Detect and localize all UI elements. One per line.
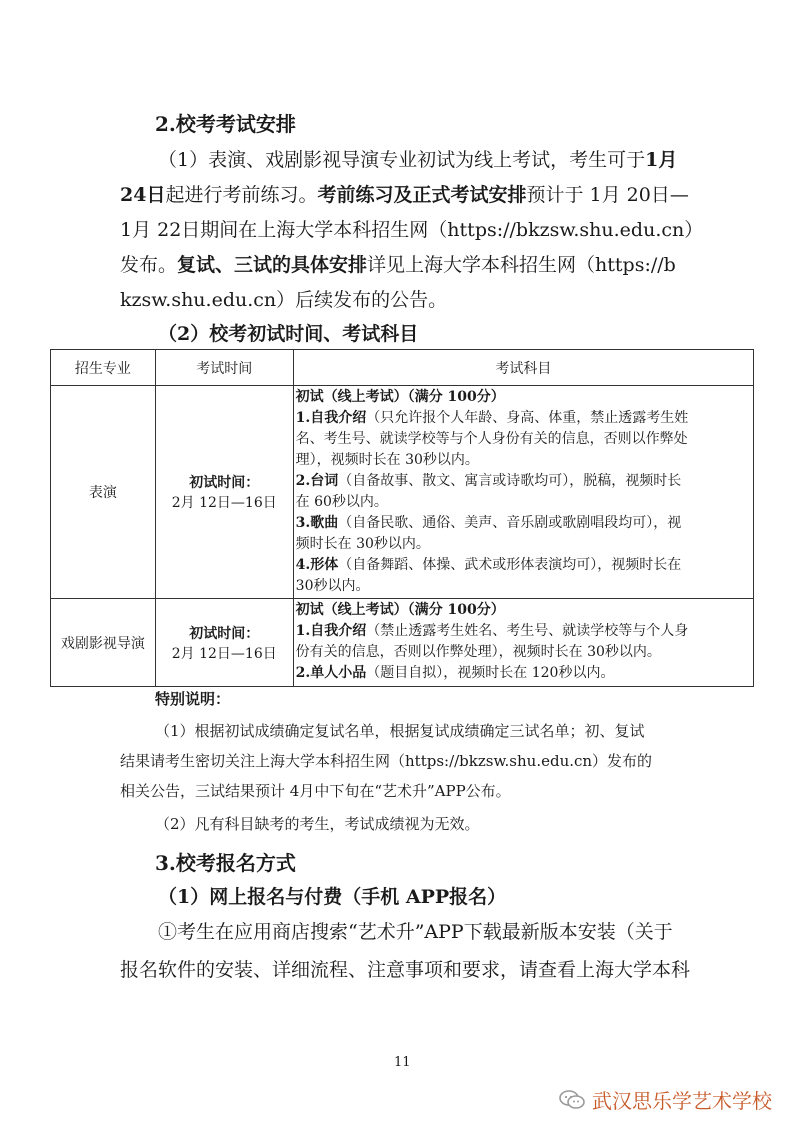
text-run: 预计于 1月 20日— xyxy=(526,184,689,206)
watermark-text: 武汉思乐学艺术学校 xyxy=(592,1089,772,1113)
subject-line: 30秒以内。 xyxy=(295,578,370,594)
sub-heading-3-1: （1）网上报名与付费（手机 APP报名） xyxy=(158,886,507,908)
subject-name: 1.自我介绍 xyxy=(295,410,367,426)
time-value: 2月 12日—16日 xyxy=(171,645,277,662)
note-line: 相关公告，三试结果预计 4月中下旬在“艺术升”APP公布。 xyxy=(120,782,511,800)
note-line: 结果请考生密切关注上海大学本科招生网（https://bkzsw.shu.edu.cn）发布的 xyxy=(120,752,653,770)
subject-item xyxy=(296,471,751,492)
section-heading-2: 2.校考考试安排 xyxy=(155,112,296,136)
subject-desc: （题目自拟），视频时长在 120秒以内。 xyxy=(366,665,615,681)
subject-line: 理），视频时长在 30秒以内。 xyxy=(295,452,479,468)
subject-name: 3.歌曲 xyxy=(295,515,339,531)
major-cell: 表演 xyxy=(51,386,156,599)
subjects-title: 初试（线上考试）（满分 100分） xyxy=(295,389,505,405)
subject-desc: （禁止透露考生姓名、考生号、就读学校等与个人身 xyxy=(366,623,689,639)
paragraph-line-4 xyxy=(120,250,676,277)
subject-item xyxy=(296,663,751,684)
bold-run: 复试、三试的具体安排 xyxy=(177,254,368,276)
note-line: （1）根据初试成绩确定复试名单，根据复试成绩确定三试名单；初、复试 xyxy=(155,722,645,740)
header-major: 招生专业 xyxy=(51,350,156,386)
subject-desc: （只允许报个人年龄、身高、体重，禁止透露考生姓 xyxy=(366,410,689,426)
paragraph-line-3: 1月 22日期间在上海大学本科招生网（https://bkzsw.shu.edu.cn） xyxy=(120,219,704,241)
subjects-title: 初试（线上考试）（满分 100分） xyxy=(295,602,505,618)
subject-name: 2.台词 xyxy=(295,473,339,489)
text-run: 发布。 xyxy=(120,254,178,276)
subject-line: 在 60秒以内。 xyxy=(295,494,388,510)
time-label: 初试时间： xyxy=(189,475,260,491)
subject-desc: （自备故事、散文、寓言或诗歌均可），脱稿，视频时长 xyxy=(338,473,682,489)
subject-line: 频时长在 30秒以内。 xyxy=(295,536,430,552)
text-run: （1）表演、戏剧影视导演专业初试为线上考试，考生可于 xyxy=(158,149,646,171)
subject-line: 名、考生号、就读学校等与个人身份有关的信息，否则以作弊处 xyxy=(295,431,688,447)
page-number: 11 xyxy=(394,1055,411,1070)
paragraph-line-1 xyxy=(158,145,677,172)
major-cell: 戏剧影视导演 xyxy=(51,599,156,687)
subject-item xyxy=(296,408,751,429)
paragraph-line-2 xyxy=(120,180,689,207)
subject-name: 1.自我介绍 xyxy=(295,623,367,639)
bold-run: 1月 xyxy=(645,149,678,171)
time-value: 2月 12日—16日 xyxy=(171,495,277,511)
time-cell xyxy=(155,386,293,599)
table-row xyxy=(51,599,754,687)
subject-name: 2.单人小品 xyxy=(295,665,367,681)
header-subjects: 考试科目 xyxy=(293,350,753,386)
section-heading-3: 3.校考报名方式 xyxy=(155,851,296,875)
subjects-cell xyxy=(293,386,753,599)
subject-desc: （自备民歌、通俗、美声、音乐剧或歌剧唱段均可），视 xyxy=(338,515,682,531)
table-row xyxy=(51,386,754,599)
exam-table xyxy=(50,349,754,687)
subject-line: 份有关的信息，否则以作弊处理），视频时长在 30秒以内。 xyxy=(295,644,661,660)
time-cell xyxy=(155,599,293,687)
subject-desc: （自备舞蹈、体操、武术或形体表演均可），视频时长在 xyxy=(338,557,682,573)
subjects-cell xyxy=(293,599,753,687)
wechat-icon xyxy=(558,1089,586,1111)
sub-heading-2: （2）校考初试时间、考试科目 xyxy=(158,323,419,345)
watermark xyxy=(558,1085,772,1114)
subject-name: 4.形体 xyxy=(295,557,339,573)
bold-run: 24日 xyxy=(120,184,166,206)
paragraph-line: ①考生在应用商店搜索“艺术升”APP下载最新版本安装（关于 xyxy=(158,921,673,943)
header-time: 考试时间 xyxy=(155,350,293,386)
paragraph-line-5: kzsw.shu.edu.cn）后续发布的公告。 xyxy=(120,289,448,311)
note-line: （2）凡有科目缺考的考生，考试成绩视为无效。 xyxy=(155,815,480,833)
text-run: 起进行考前练习。 xyxy=(165,184,318,206)
bold-run: 考前练习及正式考试安排 xyxy=(317,184,527,206)
subject-item xyxy=(296,621,751,642)
subject-item xyxy=(296,513,751,534)
text-run: 详见上海大学本科招生网（https://b xyxy=(367,254,676,276)
paragraph-line: 报名软件的安装、详细流程、注意事项和要求，请查看上海大学本科 xyxy=(120,959,691,981)
table-header-row xyxy=(51,350,754,386)
time-label: 初试时间： xyxy=(189,625,260,642)
notes-heading: 特别说明： xyxy=(155,690,231,708)
subject-item xyxy=(296,555,751,576)
